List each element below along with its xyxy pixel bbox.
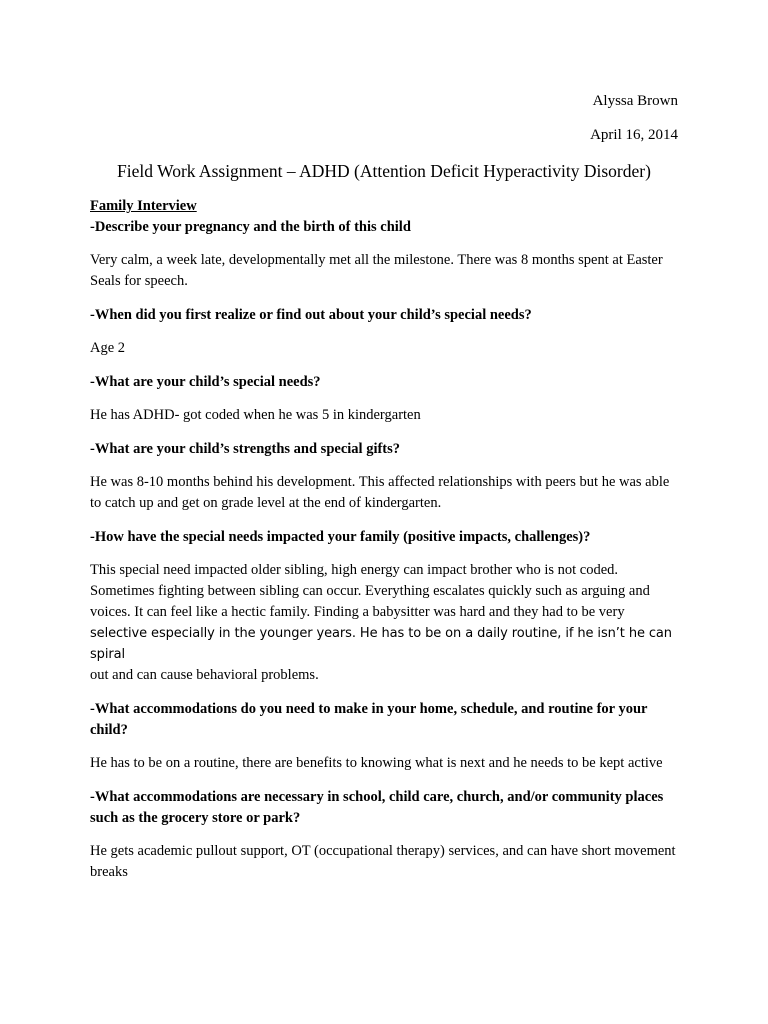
document-title: Field Work Assignment – ADHD (Attention Deficit Hyperactivity Disorder) [117, 161, 651, 181]
question-5: -How have the special needs impacted your family (positive impacts, challenges)? [90, 529, 591, 545]
section-heading: Family Interview [90, 198, 197, 214]
answer-1: Very calm, a week late, developmentally met all the milestone. There was 8 months spent at Easter Seals for speech. [90, 252, 663, 289]
question-2: -When did you first realize or find out about your child’s special needs? [90, 307, 532, 323]
question-3: -What are your child’s special needs? [90, 374, 321, 390]
document-body [90, 196, 680, 883]
answer-6: He has to be on a routine, there are benefits to knowing what is next and he needs to be kept active [90, 755, 663, 771]
question-6: -What accommodations do you need to make in your home, schedule, and routine for your child? [90, 701, 648, 738]
answer-5 [90, 560, 680, 686]
answer-5-part-2: selective especially in the younger years. He has to be on a daily routine, if he isn’t he can spiral [90, 626, 672, 662]
answer-2: Age 2 [90, 340, 126, 356]
answer-3: He has ADHD- got coded when he was 5 in kindergarten [90, 407, 421, 423]
document-date: April 16, 2014 [590, 127, 678, 143]
answer-7: He gets academic pullout support, OT (occupational therapy) services, and can have short movement breaks [90, 843, 676, 880]
author-name: Alyssa Brown [592, 93, 678, 109]
answer-5-part-1: This special need impacted older sibling, high energy can impact brother who is not coded. Sometimes fighting between sibling can occur. Everything escalates quickly such as arguing and voices. It can feel like a hectic family. Finding a babysitter was hard and they had to be very [90, 562, 650, 620]
answer-5-part-3: out and can cause behavioral problems. [90, 667, 319, 683]
question-4: -What are your child’s strengths and special gifts? [90, 441, 401, 457]
question-7: -What accommodations are necessary in school, child care, church, and/or community places such as the grocery store or park? [90, 789, 664, 826]
answer-4: He was 8-10 months behind his development. This affected relationships with peers but he was able to catch up and get on grade level at the end of kindergarten. [90, 474, 670, 511]
question-1: -Describe your pregnancy and the birth of this child [90, 219, 411, 235]
